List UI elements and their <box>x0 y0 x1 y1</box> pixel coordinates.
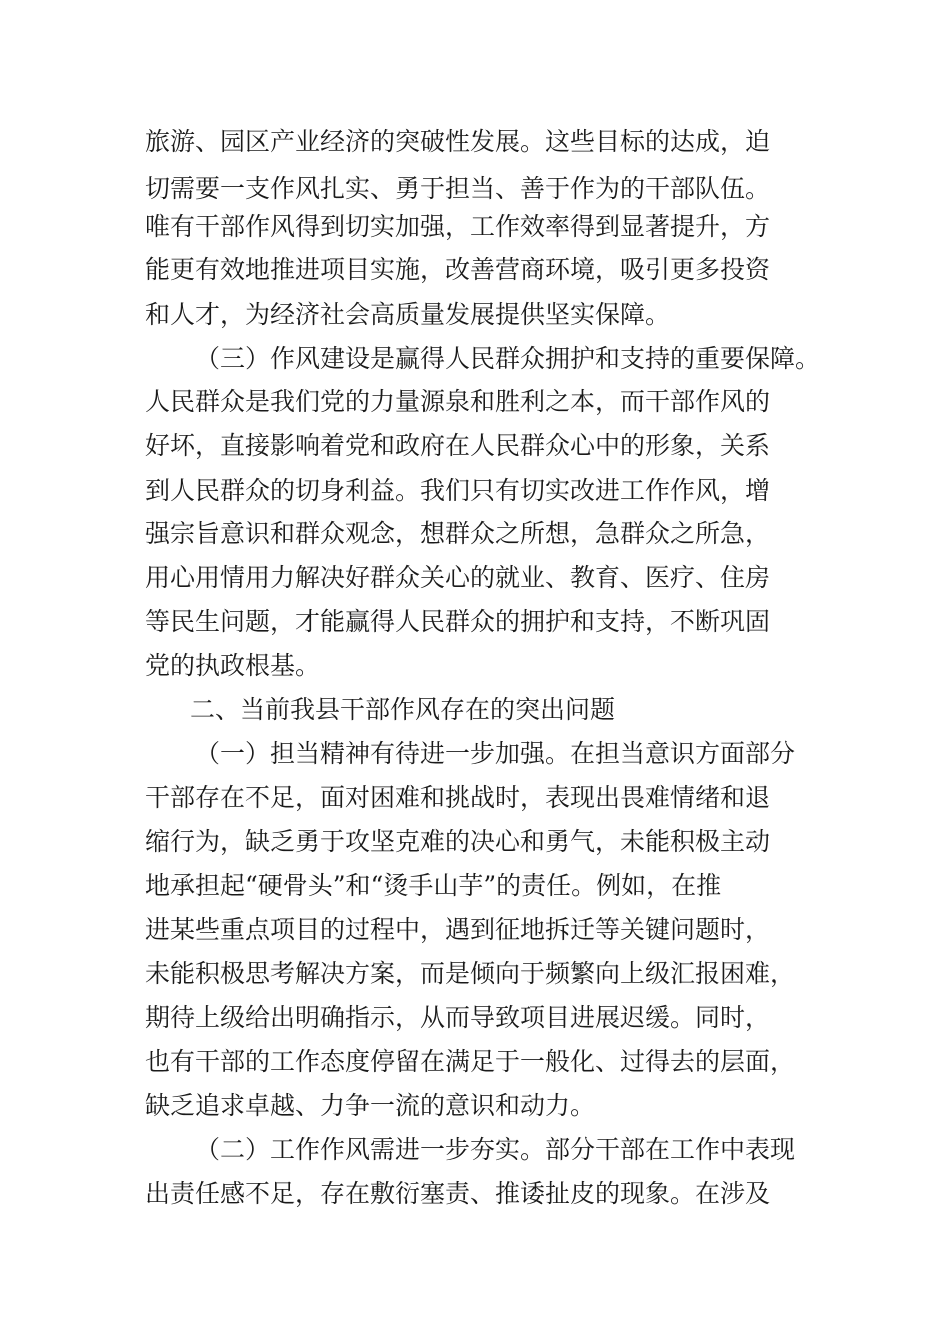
text-line: 等民生问题，才能赢得人民群众的拥护和支持，不断巩固 <box>145 607 771 636</box>
text-line: 进某些重点项目的过程中，遇到征地拆迁等关键问题时， <box>145 915 771 944</box>
text-line: 用心用情用力解决好群众关心的就业、教育、医疗、住房 <box>145 563 771 592</box>
text-line: 强宗旨意识和群众观念，想群众之所想，急群众之所急， <box>145 519 771 548</box>
text-line: 未能积极思考解决方案，而是倾向于频繁向上级汇报困难， <box>145 959 796 988</box>
text-line: 也有干部的工作态度停留在满足于一般化、过得去的层面， <box>145 1047 796 1076</box>
text-line: 缩行为，缺乏勇于攻坚克难的决心和勇气，未能积极主动 <box>145 827 771 856</box>
section-heading-1: （一）担当精神有待进一步加强。在担当意识方面部分 <box>195 739 796 768</box>
text-line: 干部存在不足，面对困难和挑战时，表现出畏难情绪和退 <box>145 783 771 812</box>
text-line: 期待上级给出明确指示，从而导致项目进展迟缓。同时， <box>145 1003 771 1032</box>
text-line: 到人民群众的切身利益。我们只有切实改进工作作风，增 <box>145 476 771 505</box>
section-heading-2: （二）工作作风需进一步夯实。部分干部在工作中表现 <box>195 1135 796 1164</box>
text-line: 党的执政根基。 <box>145 651 321 680</box>
text-line: 切需要一支作风扎实、勇于担当、善于作为的干部队伍。 <box>145 174 771 203</box>
text-line: 缺乏追求卓越、力争一流的意识和动力。 <box>145 1091 596 1120</box>
text-line: 人民群众是我们党的力量源泉和胜利之本，而干部作风的 <box>145 387 771 416</box>
text-line: 唯有干部作风得到切实加强，工作效率得到显著提升，方 <box>145 212 771 241</box>
text-line: 好坏，直接影响着党和政府在人民群众心中的形象，关系 <box>145 431 771 460</box>
text-line: 能更有效地推进项目实施，改善营商环境，吸引更多投资 <box>145 255 771 284</box>
chapter-heading-2: 二、当前我县干部作风存在的突出问题 <box>190 695 616 724</box>
text-line: 地承担起“硬骨头”和“烫手山芋”的责任。例如，在推 <box>145 871 722 900</box>
text-line: 和人才，为经济社会高质量发展提供坚实保障。 <box>145 300 671 329</box>
text-line: 旅游、园区产业经济的突破性发展。这些目标的达成，迫 <box>145 127 771 156</box>
text-line: 出责任感不足，存在敷衍塞责、推诿扯皮的现象。在涉及 <box>145 1179 771 1208</box>
section-heading-3: （三）作风建设是赢得人民群众拥护和支持的重要保障。 <box>195 344 821 373</box>
